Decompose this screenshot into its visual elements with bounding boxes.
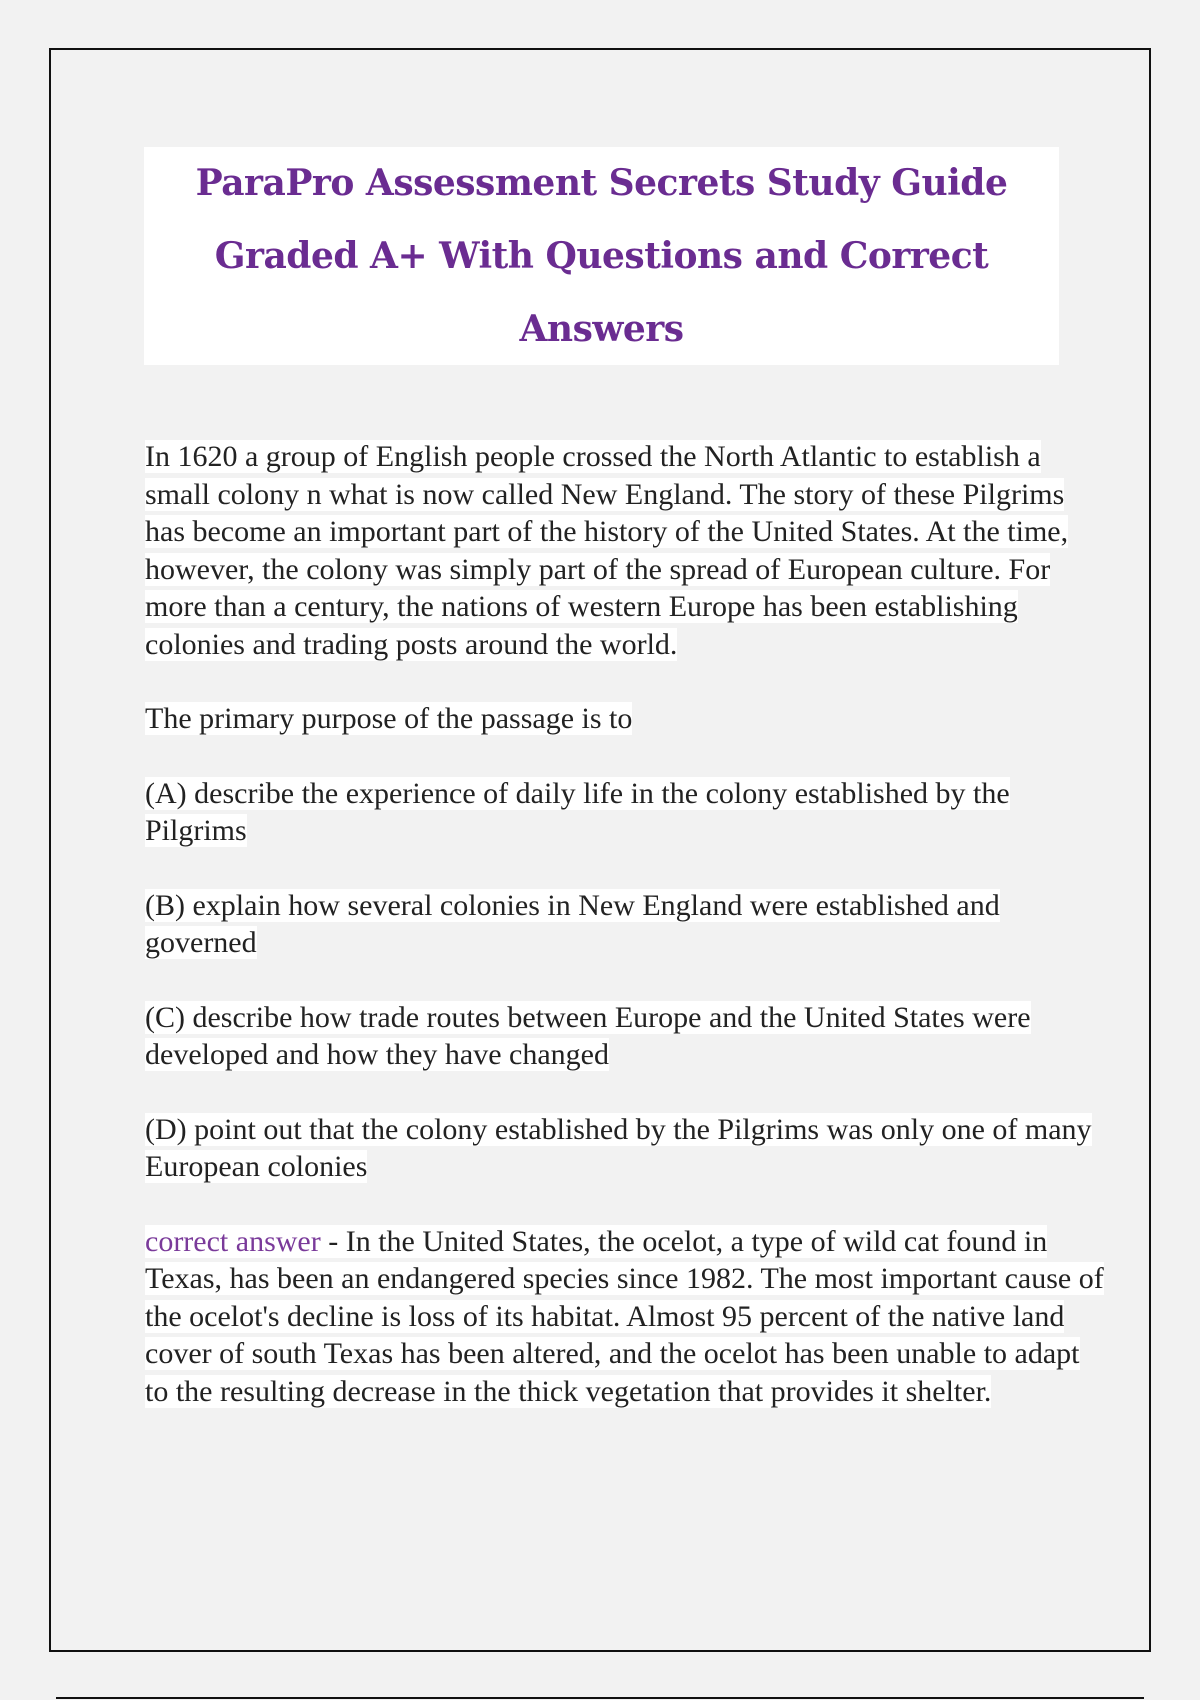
option-b-text: (B) explain how several colonies in New England were established and governed	[145, 888, 1000, 959]
option-a	[145, 775, 1105, 850]
document-content	[145, 438, 1105, 1447]
answer-text: - In the United States, the ocelot, a type of wild cat found in Texas, has been an endangered species since 1982. The most important cause of the ocelot's decline is loss of its habitat. Almost 95 percent of the native land cover of south Texas has been altered, and the ocelot has been unable to adapt to the resulting decrease in the thick vegetation that provides it shelter.	[145, 1224, 1104, 1408]
option-d-text: (D) point out that the colony established by the Pilgrims was only one of many European colonies	[145, 1112, 1092, 1183]
question-text: The primary purpose of the passage is to	[145, 702, 633, 735]
answer-paragraph	[145, 1223, 1105, 1411]
passage-paragraph	[145, 438, 1105, 663]
bottom-divider	[56, 1697, 1144, 1699]
option-c-text: (C) describe how trade routes between Europe and the United States were developed and how they have changed	[145, 1000, 1031, 1071]
option-d	[145, 1111, 1105, 1186]
option-c	[145, 999, 1105, 1074]
document-title: ParaPro Assessment Secrets Study Guide Graded A+ With Questions and Correct Answers	[195, 161, 1008, 350]
option-b	[145, 887, 1105, 962]
document-page	[49, 48, 1151, 1652]
option-a-text: (A) describe the experience of daily life in the colony established by the Pilgrims	[145, 776, 1010, 847]
question-paragraph	[145, 700, 1105, 738]
passage-text: In 1620 a group of English people crossed the North Atlantic to establish a small colony n what is now called New England. The story of these Pilgrims has become an important part of the history of the United States. At the time, however, the colony was simply part of the spread of European culture. For more than a century, the nations of western Europe has been establishing colonies and trading posts around the world.	[145, 440, 1069, 661]
correct-answer-label: correct answer	[145, 1224, 321, 1258]
title-box	[144, 147, 1059, 365]
